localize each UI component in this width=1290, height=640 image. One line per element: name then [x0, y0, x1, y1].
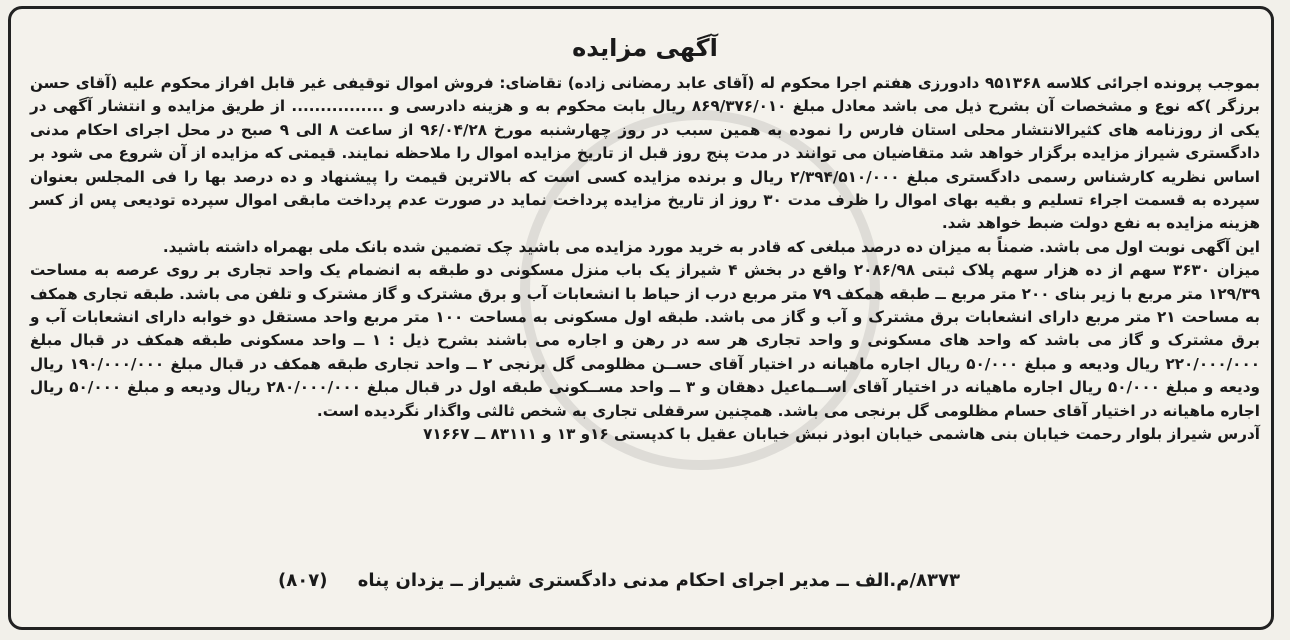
notice-code: (۸۰۷) — [278, 570, 328, 591]
notice-signature: ۸۳۷۳/م.الف ــ مدیر اجرای احکام مدنی دادگستری شیراز ــ یزدان پناه — [357, 570, 960, 591]
notice-paragraph-main: بموجب پرونده اجرائی کلاسه ۹۵۱۳۶۸ دادورزی هفتم اجرا محکوم له (آقای عابد رمضانی زاده) تقاضای: فروش اموال توقیفی غیر قابل افراز محکوم علیه (آقای حسن برزگر )که نوع و مشخصات آن بشرح ذیل می باشد معادل مبلغ ۸۶۹/۳۷۶/۰۱۰ ریال بابت محکوم به و هزینه دادرسی و ................ از طریق مزایده و انتشار آگهی در یکی از روزنامه های کثیرالانتشار محلی استان فارس را نموده به همین سبب در روز چهارشنبه مورخ ۹۶/۰۴/۲۸ از ساعت ۸ الی ۹ صبح در محل اجرای احکام مدنی دادگستری شیراز مزایده برگزار خواهد شد متقاضیان می توانند در مدت پنج روز قبل از تاریخ مزایده اموال را ملاحظه نمایند. قیمتی که مزایده از آن شروع می شود بر اساس نظریه کارشناس رسمی دادگستری مبلغ ۲/۳۹۴/۵۱۰/۰۰۰ ریال و برنده مزایده کسی است که بالاترین قیمت را پیشنهاد و ده درصد بها را فی المجلس بعنوان سپرده به قسمت اجراء تسلیم و بقیه بهای اموال را ظرف مدت ۳۰ روز از تاریخ مزایده پرداخت نماید در صورت عدم پرداخت مابقی اموال سپرده تودیعی پس از کسر هزینه مزایده به نفع دولت ضبط خواهد شد. — [30, 74, 1261, 233]
notice-paragraph-round: این آگهی نوبت اول می باشد. ضمناً به میزان ده درصد مبلغی که قادر به خرید مورد مزایده می باشید چک تضمین شده بانک ملی بهمراه داشته باشید. — [162, 237, 1260, 256]
notice-title: آگهی مزایده — [572, 34, 718, 62]
notice-body — [30, 72, 1260, 447]
notice-paragraph-address: آدرس شیراز بلوار رحمت خیابان بنی هاشمی خیابان ابوذر نبش خیابان عقیل با کدپستی ۱۶و ۱۳ و ۸۳۱۱۱ ــ ۷۱۶۶۷ — [423, 425, 1260, 444]
notice-paragraph-property: میزان ۳۶۳۰ سهم از ده هزار سهم پلاک ثبتی ۲۰۸۶/۹۸ واقع در بخش ۴ شیراز یک باب منزل مسکونی دو طبقه به انضمام یک واحد تجاری بر روی عرصه به مساحت ۱۲۹/۳۹ متر مربع با زیر بنای ۲۰۰ متر مربع ــ طبقه همکف ۷۹ متر مربع درب از حیاط با انشعابات آب و برق مشترک و گاز مشترک و تلفن می باشد. طبقه تجاری همکف به مساحت ۲۱ متر مربع دارای انشعابات برق مشترک و آب و گاز می باشد. طبقه اول مسکونی به مساحت ۱۰۰ متر مربع واحد مستقل دو خوابه دارای انشعابات آب و برق مشترک و گاز می باشد که واحد های مسکونی و واحد تجاری هر سه در رهن و اجاره می باشند بشرح ذیل : ۱ ــ واحد مسکونی طبقه همکف در قبال مبلغ ۲۲۰/۰۰۰/۰۰۰ ریال ودیعه و مبلغ ۵۰/۰۰۰ ریال اجاره ماهیانه در اختیار آقای حســن مظلومی گل برنجی ۲ ــ واحد تجاری طبقه همکف در قبال مبلغ ۱۹۰/۰۰۰/۰۰۰ ریال ودیعه و مبلغ ۵۰/۰۰۰ ریال اجاره ماهیانه در اختیار آقای اســماعیل دهقان و ۳ ــ واحد مســکونی طبقه اول در قبال مبلغ ۲۸۰/۰۰۰/۰۰۰ ریال ودیعه و مبلغ ۵۰/۰۰۰ ریال اجاره ماهیانه در اختیار آقای حسام مظلومی گل برنجی می باشد. همچنین سرقفلی تجاری به شخص ثالثی واگذار نگردیده است. — [30, 261, 1261, 420]
notice-footer — [278, 570, 960, 591]
